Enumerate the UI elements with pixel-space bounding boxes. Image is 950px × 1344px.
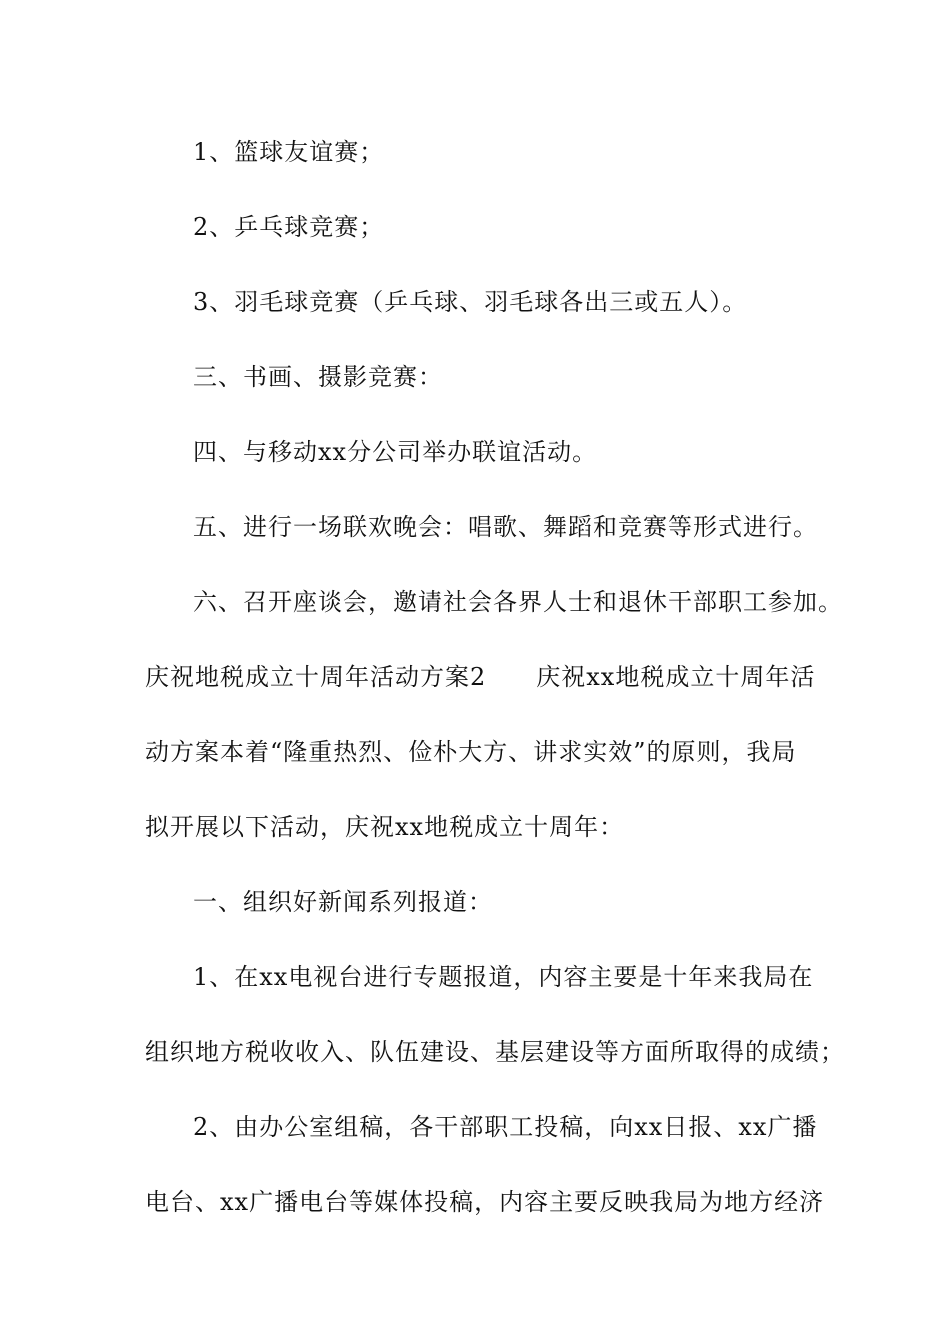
paragraph-line: 拟开展以下活动，庆祝xx地税成立十周年： (145, 813, 625, 841)
list-item-badminton: 3、羽毛球竞赛（乒乓球、羽毛球各出三或五人）。 (193, 288, 748, 316)
section-heading-forum: 六、召开座谈会，邀请社会各界人士和退休干部职工参加。 (193, 588, 843, 616)
section-heading-gala: 五、进行一场联欢晚会：唱歌、舞蹈和竞赛等形式进行。 (193, 513, 818, 541)
list-item-submissions: 2、由办公室组稿，各干部职工投稿，向xx日报、xx广播 (193, 1113, 818, 1141)
paragraph-line: 动方案本着“隆重热烈、俭朴大方、讲求实效”的原则，我局 (145, 738, 797, 766)
section-heading-news: 一、组织好新闻系列报道： (193, 888, 493, 916)
section-heading-painting: 三、书画、摄影竞赛： (193, 363, 443, 391)
list-item-table-tennis: 2、乒乓球竞赛； (193, 213, 385, 241)
list-item-tv-report: 1、在xx电视台进行专题报道，内容主要是十年来我局在 (193, 963, 814, 991)
paragraph-line: 庆祝地税成立十周年活动方案2 庆祝xx地税成立十周年活 (145, 663, 816, 691)
paragraph-line: 组织地方税收收入、队伍建设、基层建设等方面所取得的成绩； (145, 1038, 845, 1066)
paragraph-line: 电台、xx广播电台等媒体投稿，内容主要反映我局为地方经济 (145, 1188, 825, 1216)
list-item-basketball: 1、篮球友谊赛； (193, 138, 385, 166)
section-heading-mobile-event: 四、与移动xx分公司举办联谊活动。 (193, 438, 598, 466)
